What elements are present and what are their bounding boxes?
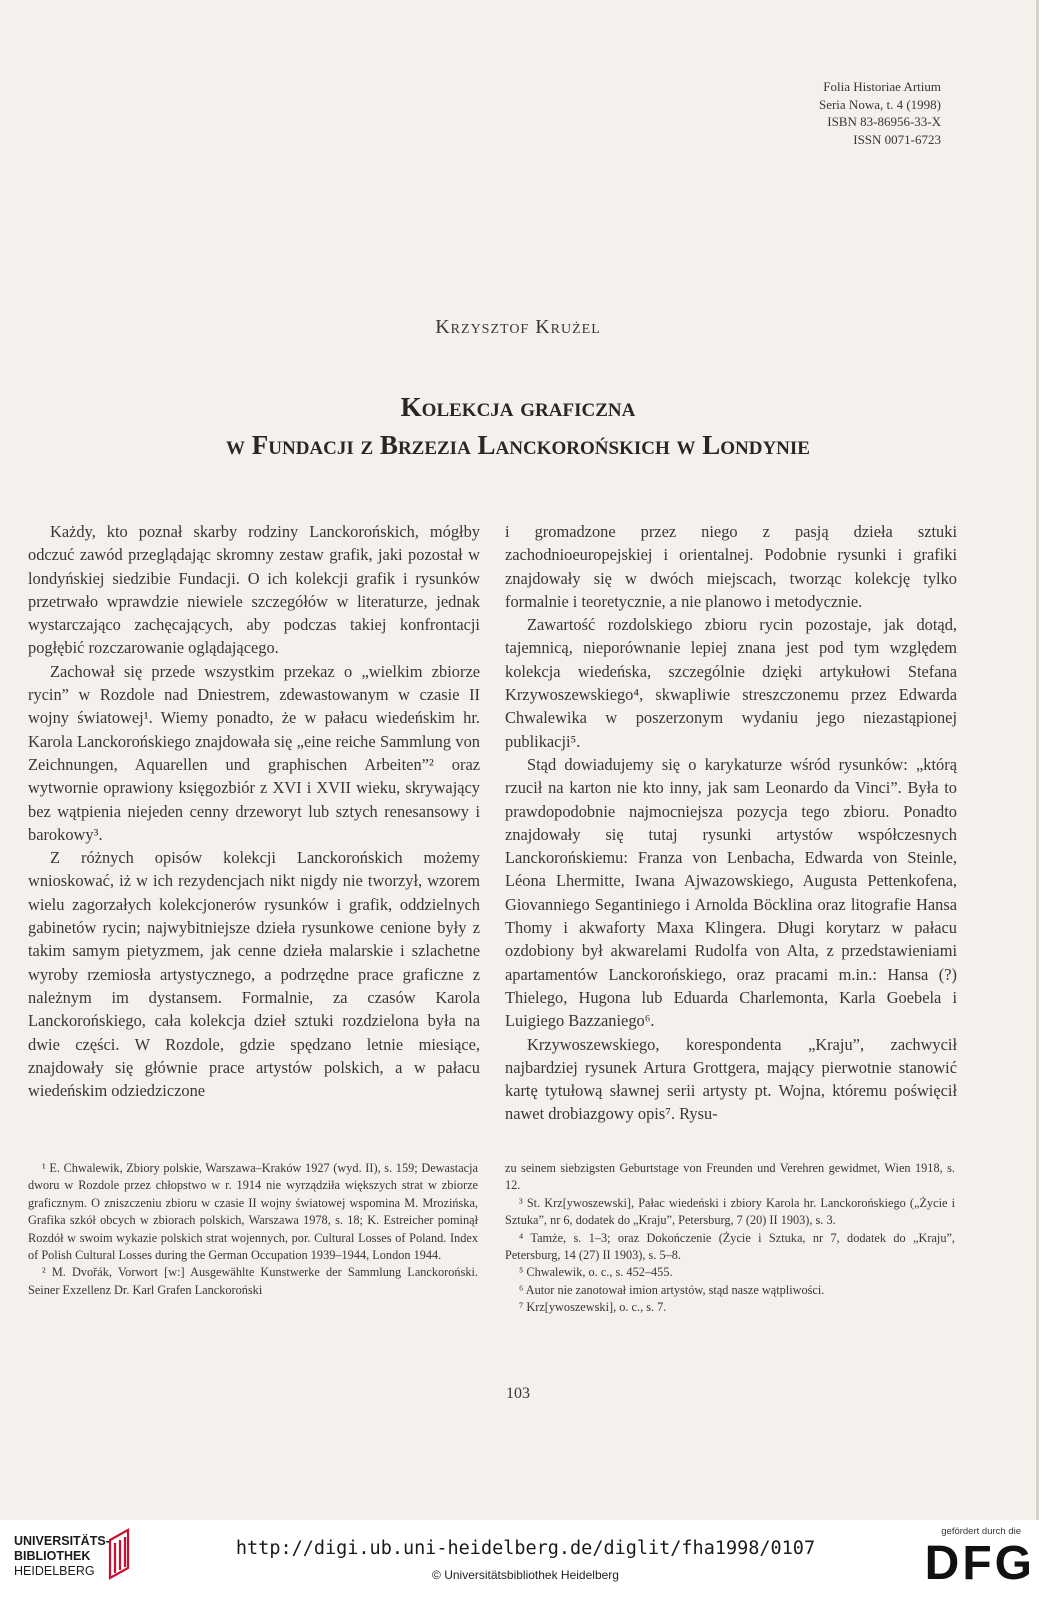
article-author: Krzysztof Krużel <box>435 316 601 338</box>
footnote: ⁷ Krz[ywoszewski], o. c., s. 7. <box>519 1300 667 1315</box>
body-column-left <box>28 520 480 1102</box>
footnote: ² M. Dvořák, Vorwort [w:] Ausgewählte Kunstwerke der Sammlung Lanckoroński. Seiner Exzellenz Dr. Karl Grafen Lanckoroński <box>28 1265 478 1297</box>
footnote: ³ St. Krz[ywoszewski], Pałac wiedeński i zbiory Karola hr. Lanckorońskiego („Życie i Sztuka”, nr 6, dodatek do „Kraju”, Petersburg, 7 (20) II 1903), s. 3. <box>505 1195 955 1228</box>
footnote: ⁶ Autor nie zanotował imion artystów, stąd nasze wątpliwości. <box>519 1282 825 1297</box>
paragraph: Każdy, kto poznał skarby rodziny Lanckorońskich, mógłby odczuć zawód przeglądając skromny zestaw grafik, jaki pozostał w londyńskiej siedzibie Fundacji. O ich kolekcji grafik i rysunków przetrwało wprawdzie niewiele szczegółów w literaturze, jednak wystarczająco zachęcających, aby podczas takiej konfrontacji pogłębić rozczarowanie oglądającego. <box>28 522 480 658</box>
permalink-url[interactable]: http://digi.ub.uni-heidelberg.de/diglit/fha1998/0107 <box>235 1538 816 1559</box>
dfg-logo[interactable]: DFG <box>924 1537 1035 1590</box>
footnote: ⁴ Tamże, s. 1–3; oraz Dokończenie (Życie i Sztuka, nr 7, dodatek do „Kraju”, Petersburg, 14 (27) II 1903), s. 5–8. <box>505 1230 955 1263</box>
copyright-notice: © Universitätsbibliothek Heidelberg <box>432 1568 619 1582</box>
article-title <box>0 388 1036 464</box>
journal-info <box>819 78 941 148</box>
journal-name: Folia Historiae Artium <box>823 79 941 94</box>
body-column-right <box>505 520 957 1126</box>
library-line-1: UNIVERSITÄTS- <box>14 1534 110 1548</box>
paragraph: Stąd dowiadujemy się o karykaturze wśród rysunków: „którą rzucił na karton nie kto inny, jak sam Leonardo da Vinci”. Była to prawdopodobnie najmocniejsza pozycja tego zbioru. Ponadto znajdowały się tutaj rysunki artystów współczesnych Lanckorońskiemu: Franza von Lenbacha, Edwarda von Steinle, Léona Lhermitte, Iwana Ajwazowskiego, Augusta Pettenkofena, Giovanniego Segantiniego i Arnolda Böcklina oraz litografie Hansa Thomy i akwaforty Maxa Klingera. Długi korytarz w pałacu ozdobiony był akwarelami Rudolfa von Alta, z przedstawieniami apartamentów Lanckorońskiego, oraz pracami m.in.: Hansa (?) Thielego, Hugona lub Eduarda Charlemonta, Karla Goebela i Luigiego Bazzaniego⁶. <box>505 754 957 1031</box>
library-line-3: HEIDELBERG <box>14 1564 95 1578</box>
footnote: ⁵ Chwalewik, o. c., s. 452–455. <box>519 1265 673 1280</box>
footnotes-left <box>28 1160 478 1299</box>
paragraph: Krzywoszewskiego, korespondenta „Kraju”, zachwycił najbardziej rysunek Artura Grottgera, mający pierwotnie stanowić kartę tytułową sławnej serii artysty pt. Wojna, któremu poświęcił nawet drobiazgowy opis⁷. Rysu- <box>505 1034 957 1124</box>
footnotes-right <box>505 1160 955 1317</box>
funding-note: gefördert durch die <box>941 1526 1021 1537</box>
paragraph: Zachował się przede wszystkim przekaz o „wielkim zbiorze rycin” w Rozdole nad Dniestrem, zdewastowanym w czasie II wojny światowej¹. Wiemy ponadto, że w pałacu wiedeńskim hr. Karola Lanckorońskiego znajdowała się „eine reiche Sammlung von Zeichnungen, Aquarellen und graphischen Arbeiten”² oraz wytwornie oprawiony księgozbiór z XVI i XVII wieku, skrywający bez wątpienia niejeden cenny drzeworyt lub sztych renesansowy i barokowy³. <box>28 661 480 844</box>
page-number: 103 <box>506 1385 530 1402</box>
paragraph: i gromadzone przez niego z pasją dzieła sztuki zachodnioeuropejskiej i orientalnej. Podobnie rysunki i grafiki znajdowały się w dwóch miejscach, tworząc kolekcję tylko formalnie i teoretycznie, a nie planowo i metodycznie. <box>505 522 957 611</box>
library-line-2: BIBLIOTHEK <box>14 1549 91 1563</box>
paragraph: Zawartość rozdolskiego zbioru rycin pozostaje, jak dotąd, tajemnicą, nieporównanie lepiej znana jest pod tym względem kolekcja wiedeńska, szczególnie dzięki artykułowi Stefana Krzywoszewskiego⁴, skwapliwie streszczonemu przez Edwarda Chwalewika w poszerzonym wydaniu jego niezastąpionej publikacji⁵. <box>505 615 957 751</box>
journal-issn: ISSN 0071-6723 <box>853 131 941 147</box>
digitization-footer <box>0 1520 1051 1603</box>
footnote: zu seinem siebzigsten Geburtstage von Freunden und Verehren gewidmet, Wien 1918, s. 12. <box>505 1161 955 1193</box>
journal-series: Seria Nowa, t. 4 (1998) <box>818 96 941 112</box>
title-line-2: w Fundacji z Brzezia Lanckorońskich w Londynie <box>226 430 810 460</box>
footnote: ¹ E. Chwalewik, Zbiory polskie, Warszawa–Kraków 1927 (wyd. II), s. 159; Dewastacja dworu w Rozdole przez chłopstwo w r. 1914 nie wyrządziła większych strat w zbiorze graficznym. O zniszczeniu zbioru w czasie II wojny światowej wspomina M. Mrozińska, Grafika szkół obcych w zbiorach polskich, Warszawa 1978, s. 18; K. Estreicher pominął Rozdół w swoim wykazie polskich strat wojennych, por. Cultural Losses of Poland. Index of Polish Cultural Losses during the German Occupation 1939–1944, London 1944. <box>28 1161 478 1263</box>
journal-isbn: ISBN 83-86956-33-X <box>827 114 941 129</box>
paragraph: Z różnych opisów kolekcji Lanckorońskich możemy wnioskować, iż w ich rezydencjach nikt nigdy nie tworzył, wzorem wielu zagorzałych kolekcjonerów rysunków i grafik, oddzielnych gabinetów rycin; najwybitniejsze dzieła rysunkowe cenione były z takim samym pietyzmem, jak cenne dzieła malarskie i szlachetne wyroby rzemiosła artystycznego, a podrzędne prace graficzne z należnym im dystansem. Formalnie, za czasów Karola Lanckorońskiego, cała kolekcja dzieł sztuki rozdzielona była na dwie części. W Rozdole, gdzie spędzano letnie miesiące, znajdowały się głównie prace artystów polskich, a w pałacu wiedeńskim odziedziczone <box>28 848 480 1101</box>
title-line-1: Kolekcja graficzna <box>400 392 636 422</box>
